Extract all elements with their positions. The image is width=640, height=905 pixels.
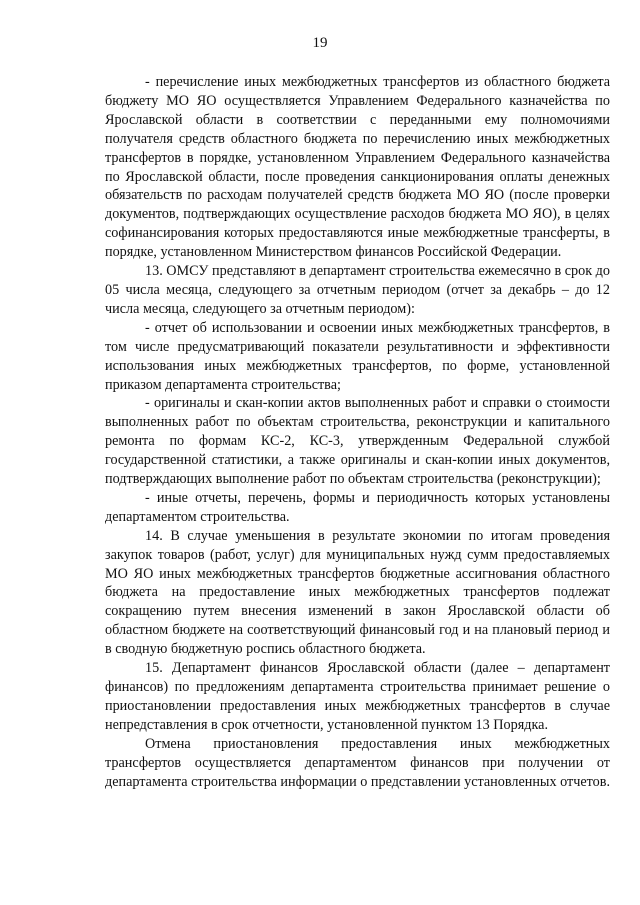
paragraph-item-14: 14. В случае уменьшения в результате экономии по итогам проведения закупок товаров (работ, услуг) для муниципальных нужд сумм предоставляемых МО ЯО иных межбюджетных трансфертов бюджетные ассигнования областного бюджета на предоставление иных межбюджетных трансфертов подлежат сокращению путем внесения изменений в закон Ярославской области об областном бюджете на соответствующий финансовый год и на плановый период и в сводную бюджетную роспись областного бюджета. xyxy=(105,527,610,658)
page-number: 19 xyxy=(312,35,328,51)
paragraph-item-15: 15. Департамент финансов Ярославской области (далее – департамент финансов) по предложениям департамента строительства принимает решение о приостановлении предоставления иных межбюджетных трансфертов в случае непредставления в срок отчетности, установленной пунктом 13 Порядка. xyxy=(105,660,610,733)
paragraph-item-13: 13. ОМСУ представляют в департамент строительства ежемесячно в срок до 05 числа месяца, следующего за отчетным периодом (отчет за декабрь – до 12 числа месяца, следующего за отчетным периодом): xyxy=(105,263,610,317)
paragraph-suspension-cancel: Отмена приостановления предоставления иных межбюджетных трансфертов осуществляется департаментом финансов при получении от департамента строительства информации о представлении установленных отчетов. xyxy=(105,735,610,790)
paragraph-other-reports: - иные отчеты, перечень, формы и периодичность которых установлены департаментом строительства. xyxy=(105,489,610,525)
document-body xyxy=(105,73,610,791)
paragraph-acts-originals: - оригиналы и скан-копии актов выполненных работ и справки о стоимости выполненных работ по объектам строительства, реконструкции и капитального ремонта по формам КС-2, КС-3, утвержденным Федеральной службой государственной статистики, а также оригиналы и скан-копии иных документов, подтверждающих выполнение работ по объектам строительства (реконструкции); xyxy=(105,395,610,488)
paragraph-usage-report: - отчет об использовании и освоении иных межбюджетных трансфертов, в том числе предусматривающий показатели результативности и эффективности использования иных межбюджетных трансфертов, по форме, установленной приказом департамента строительства; xyxy=(105,319,610,393)
paragraph-transfer-procedure: - перечисление иных межбюджетных трансфертов из областного бюджета бюджету МО ЯО осуществляется Управлением Федерального казначейства по Ярославской области в соответствии с переданными ему полномочиями получателя средств областного бюджета по перечислению иных межбюджетных трансфертов в порядке, установленном Управлением Федерального казначейства по Ярославской области, после проведения санкционирования оплаты денежных обязательств по расходам получателей средств бюджета МО ЯО (после проверки документов, подтверждающих осуществление расходов бюджета МО ЯО), в целях софинансирования которых предоставляются иные межбюджетные трансферты, в порядке, установленном Министерством финансов Российской Федерации. xyxy=(105,74,610,261)
